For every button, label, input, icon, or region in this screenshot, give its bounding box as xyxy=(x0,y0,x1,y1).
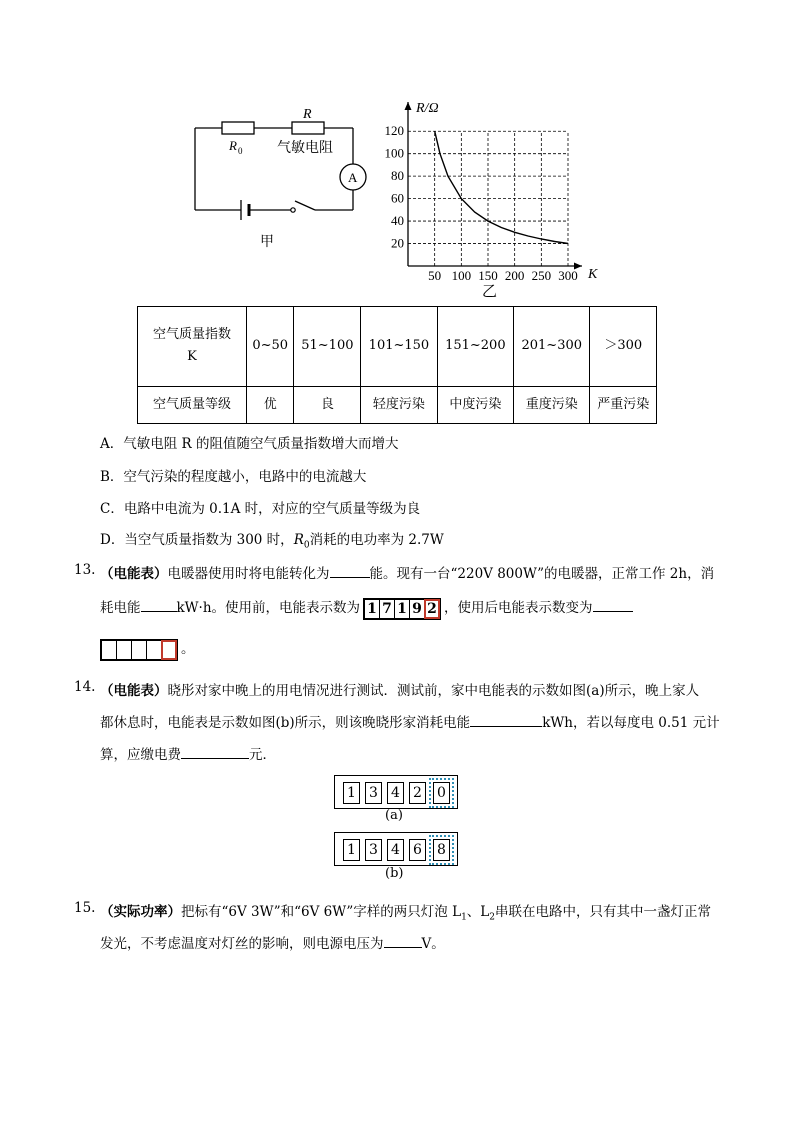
y-tick-label: 20 xyxy=(391,235,404,251)
switch-contact xyxy=(291,208,295,212)
table-cell: 良 xyxy=(294,386,361,423)
ammeter-label: A xyxy=(348,170,358,185)
table-cell: 201~300 xyxy=(514,307,590,387)
meter-digit: 1 xyxy=(343,839,360,861)
meter-digit: 3 xyxy=(365,839,382,861)
meter-digit: 0 xyxy=(433,782,450,804)
air-quality-table xyxy=(137,306,657,424)
option-c: C．电路中电流为 0.1A 时，对应的空气质量等级为良 xyxy=(100,501,421,517)
chart-caption: 乙 xyxy=(482,282,498,300)
question-15-line1: （实际功率）把标有“6V 3W”和“6V 6W”字样的两只灯泡 $L_1$、$L_2$串联在电路中，只有其中一盏灯正常 xyxy=(100,904,711,923)
chart-svg xyxy=(378,96,608,306)
table-row xyxy=(138,386,657,423)
question-13-line3: 。 xyxy=(100,637,195,661)
meter-digit: 8 xyxy=(433,839,450,861)
switch-lever xyxy=(295,201,315,210)
label-r0: R xyxy=(229,138,237,153)
question-14-line2: 都休息时，电能表是示数如图(b)所示，则该晚晓彤家消耗电能 kWh，若以每度电 0.51 元计 xyxy=(100,715,720,731)
table-cell: 空气质量等级 xyxy=(138,386,247,423)
answer-blank[interactable] xyxy=(181,758,249,759)
circuit-caption: 甲 xyxy=(260,234,274,250)
y-tick-label: 40 xyxy=(391,213,404,229)
table-cell: 101~150 xyxy=(361,307,437,387)
meter-reading-after-blank[interactable] xyxy=(100,639,178,661)
answer-blank[interactable] xyxy=(470,726,542,727)
resistor-r xyxy=(292,122,324,134)
answer-blank[interactable] xyxy=(330,577,370,578)
resistance-chart xyxy=(378,96,608,306)
y-tick-label: 80 xyxy=(391,168,404,184)
question-13-line1: （电能表）电暖器使用时将电能转化为 能。现有一台“220V 800W”的电暖器，正常工作 2h，消 xyxy=(100,566,715,582)
meter-reading-before: 1 7 1 9 2 xyxy=(363,598,441,620)
table-cell: 轻度污染 xyxy=(361,386,437,423)
question-14-line1: （电能表）晓彤对家中晚上的用电情况进行测试．测试前，家中电能表的示数如图(a)所示，晚上家人 xyxy=(100,683,700,699)
answer-blank[interactable] xyxy=(141,611,177,612)
circuit-svg xyxy=(185,100,375,260)
meter-b xyxy=(334,832,458,866)
answer-blank[interactable] xyxy=(384,947,422,948)
x-tick-label: 250 xyxy=(531,268,552,283)
table-cell: 151~200 xyxy=(437,307,513,387)
circuit-diagram xyxy=(185,100,375,260)
x-tick-label: 300 xyxy=(558,268,578,283)
question-13-number: 13. xyxy=(74,562,96,578)
question-14-number: 14. xyxy=(74,679,96,695)
option-b: B．空气污染的程度越小，电路中的电流越大 xyxy=(100,469,367,485)
meter-digit: 2 xyxy=(409,782,426,804)
meter-b-caption: (b) xyxy=(385,866,404,881)
meter-digit: 4 xyxy=(387,782,404,804)
resistor-r0 xyxy=(222,122,254,134)
question-13-line2: 耗电能 kW·h。使用前，电能表示数为 1 7 1 9 2 ，使用后电能表示数变为 xyxy=(100,596,633,620)
y-axis-arrow xyxy=(405,102,412,110)
meter-digit: 4 xyxy=(387,839,404,861)
meter-digit: 1 xyxy=(343,782,360,804)
meter-digit: 3 xyxy=(365,782,382,804)
label-r: R xyxy=(303,107,312,122)
x-tick-label: 100 xyxy=(451,268,472,283)
y-tick-label: 100 xyxy=(384,145,404,161)
option-a: A．气敏电阻 R 的阻值随空气质量指数增大而增大 xyxy=(100,436,399,452)
question-14-line3: 算，应缴电费 元． xyxy=(100,747,276,763)
answer-blank[interactable] xyxy=(593,611,633,612)
table-row xyxy=(138,307,657,387)
x-tick-label: 50 xyxy=(428,268,442,283)
x-axis-label: K xyxy=(588,267,598,282)
series-line xyxy=(435,131,568,243)
y-tick-label: 120 xyxy=(384,123,404,139)
label-sensor: 气敏电阻 xyxy=(277,140,333,156)
option-d: D．当空气质量指数为 300 时，$R_0$消耗的电功率为 2.7W xyxy=(100,532,444,551)
table-cell: 严重污染 xyxy=(590,386,657,423)
table-cell: 0~50 xyxy=(247,307,294,387)
question-15-line2: 发光，不考虑温度对灯丝的影响，则电源电压为 V。 xyxy=(100,936,445,952)
table-cell: 优 xyxy=(247,386,294,423)
table-cell: 中度污染 xyxy=(437,386,513,423)
meter-a xyxy=(334,775,458,809)
y-axis-label: R/Ω xyxy=(416,101,439,116)
y-tick-label: 60 xyxy=(391,190,404,206)
question-15-number: 15. xyxy=(74,900,96,916)
label-r0-sub: 0 xyxy=(238,146,243,156)
meter-a-caption: (a) xyxy=(385,808,403,823)
x-tick-label: 150 xyxy=(478,268,498,283)
x-tick-label: 200 xyxy=(504,268,525,283)
table-cell: 51~100 xyxy=(294,307,361,387)
table-cell: 空气质量指数 K xyxy=(138,307,247,387)
table-cell: ＞300 xyxy=(590,307,657,387)
meter-digit: 6 xyxy=(409,839,426,861)
table-cell: 重度污染 xyxy=(514,386,590,423)
